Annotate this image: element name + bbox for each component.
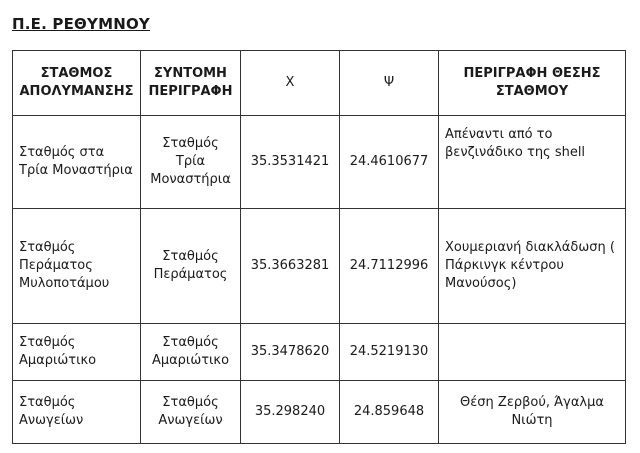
cell-short: Σταθμός Περάματος <box>141 209 241 324</box>
cell-station: Σταθμός Ανωγείων <box>13 381 141 444</box>
cell-short: Σταθμός Ανωγείων <box>141 381 241 444</box>
cell-y: 24.4610677 <box>340 116 439 209</box>
cell-y: 24.5219130 <box>340 324 439 381</box>
cell-location: Χουμεριανή διακλάδωση ( Πάρκινγκ κέντρου Μανούσος) <box>439 209 626 324</box>
cell-short: Σταθμός Αμαριώτικο <box>141 324 241 381</box>
header-station: ΣΤΑΘΜΟΣ ΑΠΟΛΥΜΑΝΣΗΣ <box>13 51 141 116</box>
cell-location <box>439 324 626 381</box>
cell-y: 24.859648 <box>340 381 439 444</box>
header-x: Χ <box>241 51 340 116</box>
cell-x: 35.3663281 <box>241 209 340 324</box>
table-row <box>13 381 626 444</box>
cell-location: Θέση Ζερβού, Άγαλμα Νιώτη <box>439 381 626 444</box>
header-row <box>13 51 626 116</box>
stations-table <box>12 50 626 444</box>
table-row <box>13 209 626 324</box>
table-row <box>13 116 626 209</box>
cell-x: 35.3531421 <box>241 116 340 209</box>
cell-station: Σταθμός Αμαριώτικο <box>13 324 141 381</box>
cell-station: Σταθμός Περάματος Μυλοποτάμου <box>13 209 141 324</box>
table-row <box>13 324 626 381</box>
cell-station: Σταθμός στα Τρία Μοναστήρια <box>13 116 141 209</box>
cell-short: Σταθμός Τρία Μοναστήρια <box>141 116 241 209</box>
header-short-description: ΣΥΝΤΟΜΗ ΠΕΡΙΓΡΑΦΗ <box>141 51 241 116</box>
header-y: Ψ <box>340 51 439 116</box>
header-location-description: ΠΕΡΙΓΡΑΦΗ ΘΕΣΗΣ ΣΤΑΘΜΟΥ <box>439 51 626 116</box>
cell-x: 35.298240 <box>241 381 340 444</box>
cell-location: Απέναντι από το βενζινάδικο της shell <box>439 116 626 209</box>
cell-y: 24.7112996 <box>340 209 439 324</box>
page-title: Π.Ε. ΡΕΘΥΜΝΟΥ <box>12 15 150 33</box>
cell-x: 35.3478620 <box>241 324 340 381</box>
